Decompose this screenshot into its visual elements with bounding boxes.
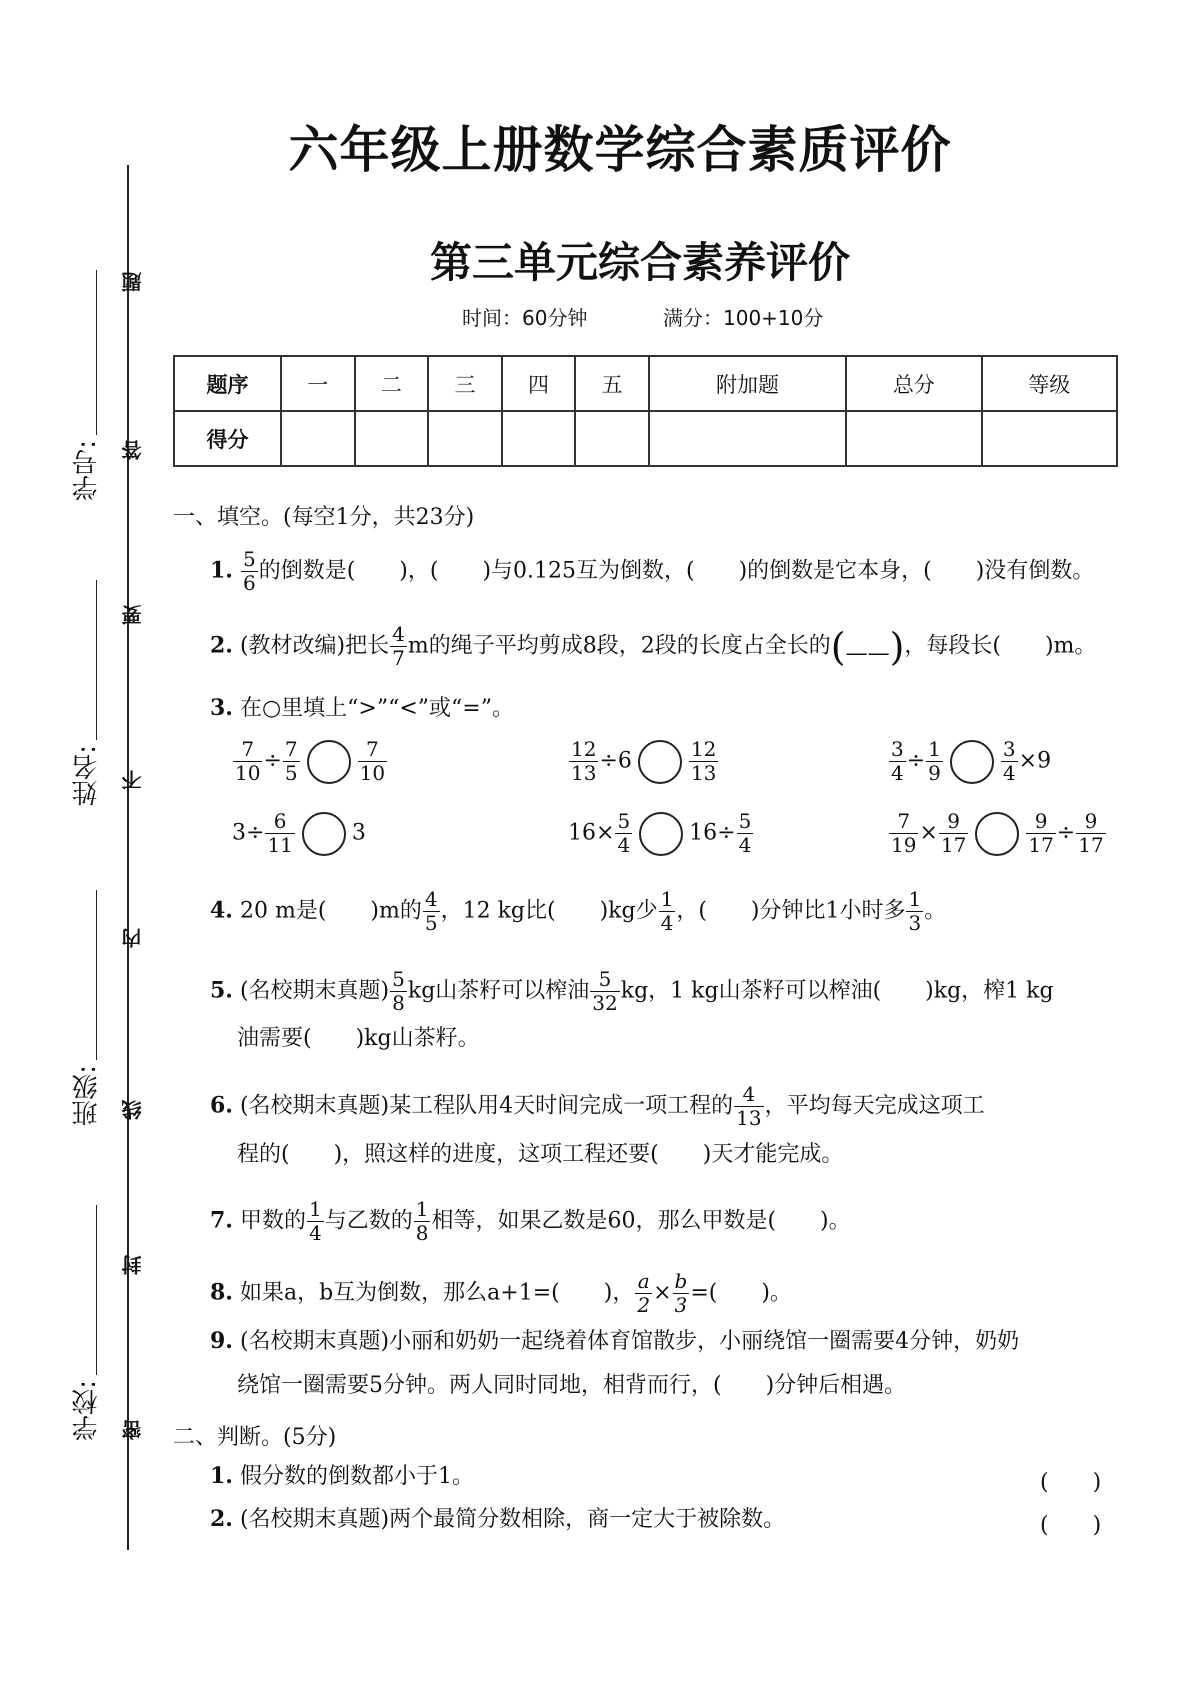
question-5 [210, 968, 1054, 1015]
question-text: 在○里填上“>”“<”或“=”。 [239, 696, 514, 721]
question-number: 2. [210, 632, 233, 659]
sub-title: 第三单元综合素养评价 [429, 238, 850, 287]
question-text: 假分数的倒数都小于1。 [239, 1464, 474, 1489]
question-6 [210, 1083, 985, 1130]
compare-circle[interactable] [307, 740, 351, 784]
answer-paren[interactable]: ( ) [1040, 1470, 1102, 1495]
margin-char: 内 [121, 928, 145, 948]
question-7 [210, 1198, 851, 1245]
table-header-cell: 一 [281, 356, 355, 411]
fraction-answer-blank[interactable]: (——) [830, 624, 905, 669]
question-text: =( )。 [690, 1280, 792, 1306]
fraction: $\frac{a}{2}$ [637, 1269, 651, 1317]
main-title: 六年级上册数学综合素质评价 [288, 121, 952, 179]
compare-item: $\frac{7}{10}$ ÷ $\frac{7}{5}$ $\frac{7}{10}$ [235, 737, 386, 785]
question-text: (名校期末真题)两个最简分数相除，商一定大于被除数。 [239, 1507, 786, 1532]
score-cell[interactable] [982, 411, 1117, 466]
question-number: 7. [210, 1207, 233, 1234]
score-label: 满分：100+10分 [663, 306, 824, 330]
fraction: $\frac{1}{8}$ [415, 1197, 429, 1245]
question-number: 3. [210, 695, 233, 721]
section-title: 二、判断。(5分) [173, 1425, 337, 1450]
name-line [96, 580, 97, 740]
question-text: ，平均每天完成这项工 [764, 1093, 985, 1119]
compare-item: $\frac{3}{4}$ ÷ $\frac{1}{9}$ $\frac{3}{4}$ ×9 [891, 737, 1052, 785]
score-cell[interactable] [281, 411, 355, 466]
score-cell[interactable] [502, 411, 576, 466]
fraction: $\frac{4}{7}$ [392, 622, 405, 670]
score-table-header-row [174, 356, 1117, 411]
fraction: $\frac{5}{8}$ [392, 967, 405, 1015]
question-text: (名校期末真题) [239, 978, 390, 1004]
table-header-cell: 题序 [174, 356, 281, 411]
question-6-line2: 程的( )，照这样的进度，这项工程还要( )天才能完成。 [237, 1142, 844, 1167]
margin-char: 题 [121, 272, 145, 292]
compare-circle[interactable] [638, 740, 682, 784]
question-text: ，( )分钟比1小时多 [676, 898, 906, 924]
question-number: 1. [210, 557, 233, 584]
table-header-cell: 五 [575, 356, 649, 411]
score-cell[interactable] [428, 411, 502, 466]
question-number: 8. [210, 1279, 233, 1306]
compare-circle[interactable] [975, 812, 1019, 856]
question-text: 的倒数是( )，( )与0.125互为倒数，( )的倒数是它本身，( )没有倒数。 [258, 558, 1095, 584]
fraction: $\frac{b}{3}$ [674, 1269, 688, 1317]
judge-item [210, 1465, 474, 1488]
fraction: $\frac{1}{4}$ [660, 887, 674, 935]
question-9-line2: 绕馆一圈需要5分钟。两人同时同地，相背而行，( )分钟后相遇。 [237, 1373, 907, 1398]
fraction: $\frac{1}{4}$ [308, 1197, 322, 1245]
question-2 [210, 623, 1096, 670]
compare-item: 3÷ $\frac{6}{11}$ 3 [232, 809, 366, 857]
question-8: 8. 如果a，b互为倒数，那么a+1=( )， $\frac{a}{2}$ × $\frac{b}{3}$ =( )。 [210, 1269, 792, 1317]
question-text: (教材改编)把长 [239, 633, 390, 659]
question-text: (名校期末真题)某工程队用4天时间完成一项工程的 [239, 1093, 734, 1119]
fraction: $\frac{5}{6}$ [242, 547, 256, 595]
question-text: 20 m是( )m的 [239, 898, 422, 924]
question-text: m的绳子平均剪成8段，2段的长度占全长的 [407, 633, 831, 659]
score-cell[interactable] [846, 411, 981, 466]
question-4: 4. 20 m是( )m的 $\frac{4}{5}$ ，12 kg比( )kg少 $\frac{1}{4}$ ，( )分钟比1小时多 $\frac{1}{3}$ 。 [210, 887, 947, 935]
question-text: 甲数的 [239, 1208, 306, 1234]
question-1 [210, 548, 1094, 595]
fraction: $\frac{4}{5}$ [424, 887, 438, 935]
question-text: 相等，如果乙数是60，那么甲数是( )。 [431, 1208, 851, 1234]
question-9 [210, 1330, 1019, 1353]
table-header-cell: 三 [428, 356, 502, 411]
section-title: 一、填空。(每空1分，共23分) [173, 505, 475, 530]
student-id-label: 学号: [72, 440, 102, 501]
question-number: 5. [210, 977, 233, 1004]
compare-item: $\frac{12}{13}$ ÷6 $\frac{12}{13}$ [571, 737, 717, 785]
question-text: 如果a，b互为倒数，那么a+1=( )， [239, 1280, 635, 1306]
compare-item: $\frac{7}{19}$ × $\frac{9}{17}$ $\frac{9}{17}$ ÷ $\frac{9}{17}$ [891, 809, 1104, 857]
question-text: 与乙数的 [324, 1208, 413, 1234]
compare-circle[interactable] [302, 812, 346, 856]
compare-circle[interactable] [639, 812, 683, 856]
table-header-cell: 附加题 [649, 356, 846, 411]
margin-line [127, 165, 129, 1550]
school-label: 学校: [72, 1380, 102, 1441]
name-label: 姓名: [72, 745, 102, 806]
question-5-line2: 油需要( )kg山茶籽。 [237, 1026, 480, 1051]
question-text: kg，1 kg山茶籽可以榨油( )kg，榨1 kg [620, 978, 1054, 1004]
table-header-cell: 四 [502, 356, 576, 411]
table-header-cell: 二 [355, 356, 429, 411]
question-number: 4. [210, 897, 233, 924]
school-line [96, 1205, 97, 1375]
score-row-label: 得分 [174, 411, 281, 466]
compare-item: 16× $\frac{5}{4}$ 16÷ $\frac{5}{4}$ [568, 809, 752, 857]
student-id-line [96, 270, 97, 435]
judge-item [210, 1508, 785, 1531]
question-number: 1. [210, 1463, 233, 1489]
score-cell[interactable] [575, 411, 649, 466]
score-table-score-row [174, 411, 1117, 466]
question-3 [210, 697, 514, 720]
question-number: 9. [210, 1328, 233, 1354]
question-number: 6. [210, 1092, 233, 1119]
question-text: ，每段长( )m。 [904, 633, 1097, 659]
question-text: (名校期末真题)小丽和奶奶一起绕着体育馆散步，小丽绕馆一圈需要4分钟，奶奶 [239, 1329, 1020, 1354]
class-label: 班级: [72, 1065, 102, 1126]
question-text: kg山茶籽可以榨油 [407, 978, 590, 1004]
margin-char: 线 [121, 1100, 145, 1120]
table-header-cell: 总分 [846, 356, 981, 411]
table-header-cell: 等级 [982, 356, 1117, 411]
margin-char: 答 [121, 440, 145, 460]
fraction: $\frac{1}{3}$ [908, 887, 922, 935]
class-line [96, 890, 97, 1060]
score-table [173, 355, 1118, 467]
margin-char: 密 [121, 1420, 145, 1440]
answer-paren[interactable]: ( ) [1040, 1513, 1102, 1538]
margin-char: 封 [121, 1255, 145, 1275]
fraction: $\frac{5}{32}$ [592, 967, 618, 1015]
margin-char: 不 [121, 770, 145, 790]
time-label: 时间：60分钟 [462, 306, 588, 330]
compare-circle[interactable] [950, 740, 994, 784]
question-number: 2. [210, 1506, 233, 1532]
score-cell[interactable] [355, 411, 429, 466]
fraction: $\frac{4}{13}$ [736, 1082, 762, 1130]
margin-char: 要 [121, 605, 145, 625]
question-text: ，12 kg比( )kg少 [440, 898, 658, 924]
score-cell[interactable] [649, 411, 846, 466]
